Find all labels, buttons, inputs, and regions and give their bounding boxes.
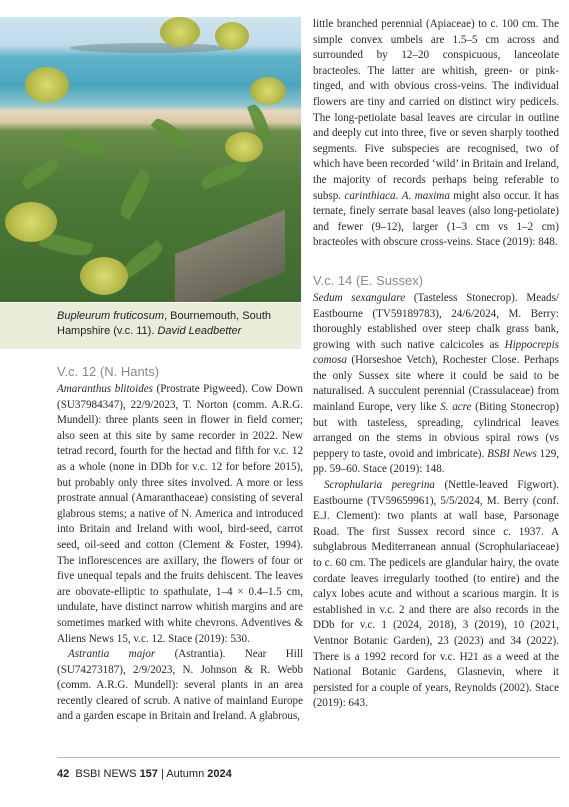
leaf xyxy=(59,128,107,161)
record-text: (Nettle-leaved Figwort). Eastbourne (TV59659961), 5/5/2024, M. Berry (conf. E.J. Clement): two plants at wall base, Parsonage Road. The first Sussex record since c. 1937. A subglabrous Mediterranean annual (Scrophulariaceae) to c. 60 cm. The pedicels are glandular hairy, the ovate cordate leaves irregularly toothed (to entire) and the calyx lobes acute and without a scarious margin. It is established in v.c. 2 and there are also records in the DDb for v.c. 1 (2024, 2018), 3 (2019), 10 (2021, Ventnor Botanic Garden), 23 (2023) and 34 (2022). There is a 1992 record for v.c. H21 as a weed at the National Botanic Gardens, Glasnevin, where it persisted for a couple of years, Reynolds (2002). Stace (2019): 643. xyxy=(313,479,559,710)
record-sedum xyxy=(313,291,559,478)
issue-number: 157 xyxy=(139,768,158,780)
umbel xyxy=(80,257,128,295)
caption-credit: David Leadbetter xyxy=(157,325,242,337)
record-text: (Tasteless Stonecrop). Meads/ Eastbourne (TV59189783), 24/6/2024, M. Berry: thoroughly established over steep chalk grass bank, growing with such native calcicoles as xyxy=(313,291,559,351)
caption-text: , Bournemouth, South Hampshire (v.c. 11). xyxy=(57,310,272,337)
caption-species: Bupleurum fruticosum xyxy=(57,310,164,322)
record-text: might also occur. It has ternate, finely serrate basal leaves (also long-petiolate) and fewer (9–12), larger (1–3 cm vs 1–2 cm) bracteoles with obscure cross-veins. Stace (2019): 848. xyxy=(313,189,559,249)
leaf xyxy=(19,158,61,190)
photo-caption xyxy=(0,303,301,349)
footer-separator: | xyxy=(157,768,167,780)
leaf xyxy=(199,159,249,190)
record-astrantia-continued xyxy=(313,17,559,251)
umbel xyxy=(160,17,200,47)
species-name: Amaranthus blitoides xyxy=(57,383,153,395)
page-number: 42 xyxy=(57,768,70,780)
umbel xyxy=(25,67,69,103)
taxon-name: carinthiaca xyxy=(344,189,396,202)
left-column xyxy=(57,358,303,725)
taxon-name: Hippocrepis comosa xyxy=(313,338,559,367)
journal-title: BSBI NEWS xyxy=(75,768,137,780)
journal-name: BSBI News xyxy=(487,447,537,460)
record-text: (Biting Stonecrop) but with tasteless, spreading, cylindrical leaves arranged on the stems in obvious spiral rows (vs peppery to taste, ovoid and imbricate). xyxy=(313,401,559,460)
species-name: Sedum sexangulare xyxy=(313,291,406,304)
umbel xyxy=(250,77,286,105)
record-scrophularia xyxy=(313,478,559,712)
taxon-name: S. acre xyxy=(440,401,472,414)
umbel xyxy=(225,132,263,162)
species-name: Astrantia major xyxy=(68,648,156,661)
season: Autumn xyxy=(166,768,205,780)
umbel xyxy=(215,22,249,50)
umbel xyxy=(5,202,57,242)
right-column xyxy=(313,17,559,712)
headland xyxy=(70,43,230,53)
record-text: little branched perennial (Apiaceae) to c. 100 cm. The simple convex umbels are 1.5–5 cm across and surrounded by 12–20 conspicuous, lanceolate bracteoles. The latter are whitish, green- or pink-tinged, and with obvious cross-veins. The individual flowers are tiny and carried on distinct wiry pedicels. The long-petiolate basal leaves are circular in outline and deeply cut into three, five or seven sharply toothed segments. Five subspecies are recognised, two of which have been recorded ‘wild’ in Britain and Ireland, the majority of records perhaps being referable to subsp. xyxy=(313,18,559,202)
record-text: 129, pp. 59–60. Stace (2019): 148. xyxy=(313,447,560,476)
record-text: (Astrantia). Near Hill (SU74273187), 2/9/2023, N. Johnson & R. Webb (comm. A.R.G. Mundell): several plants in an area recently cleared of scrub. A native of mainland Europe and a garden escape in Britain and Ireland. A glabrous, xyxy=(57,648,304,723)
record-text: (Horseshoe Vetch), Rochester Close. Perhaps the only Sussex site where it could be said to be naturalised. A succulent perennial (Crassulaceae) from mainland Europe, very like xyxy=(313,354,559,414)
plant-photo xyxy=(0,17,301,302)
stone-wall xyxy=(175,210,285,302)
record-text: (Prostrate Pigweed). Cow Down (SU37984347), 22/9/2023, T. Norton (comm. A.R.G. Mundell): three plants seen in flower in field corner; also seen at this site by same recorder in 2022. New tetrad record, fourth for the hectad and fifth for v.c. 12 as a whole (none in DDb for v.c. 12 for before 2015), but probably only three sites involved. A more or less prostrate annual (Amaranthaceae) consisting of several glabrous stems; a native of N. America and introduced into Britain and Ireland with wool, bird-seed, carrot seed, oil-seed and cotton (Clement & Foster, 1994). The inflorescences are axillary, the flowers of four or five unequal tepals and the fruits dehiscent. The leaves are obovate-elliptic to spathulate, 1–4 × 0.4–1.5 cm, undulate, have distinct narrow whitish margins and are sometimes marked with white chevrons. Adventives & Aliens News 15, v.c. 12. Stace (2019): 530. xyxy=(57,383,303,645)
species-name: Scrophularia peregrina xyxy=(324,479,435,492)
taxon-name: A. maxima xyxy=(401,189,450,202)
section-heading-vc14: V.c. 14 (E. Sussex) xyxy=(313,272,424,288)
record-astrantia xyxy=(57,647,303,725)
section-heading-vc12: V.c. 12 (N. Hants) xyxy=(57,364,160,379)
leaf xyxy=(116,169,154,220)
footer-divider xyxy=(57,757,560,758)
record-text: . xyxy=(395,189,402,202)
page-footer xyxy=(57,768,232,780)
record-amaranthus xyxy=(57,382,303,647)
leaf xyxy=(151,114,194,153)
year: 2024 xyxy=(207,768,232,780)
